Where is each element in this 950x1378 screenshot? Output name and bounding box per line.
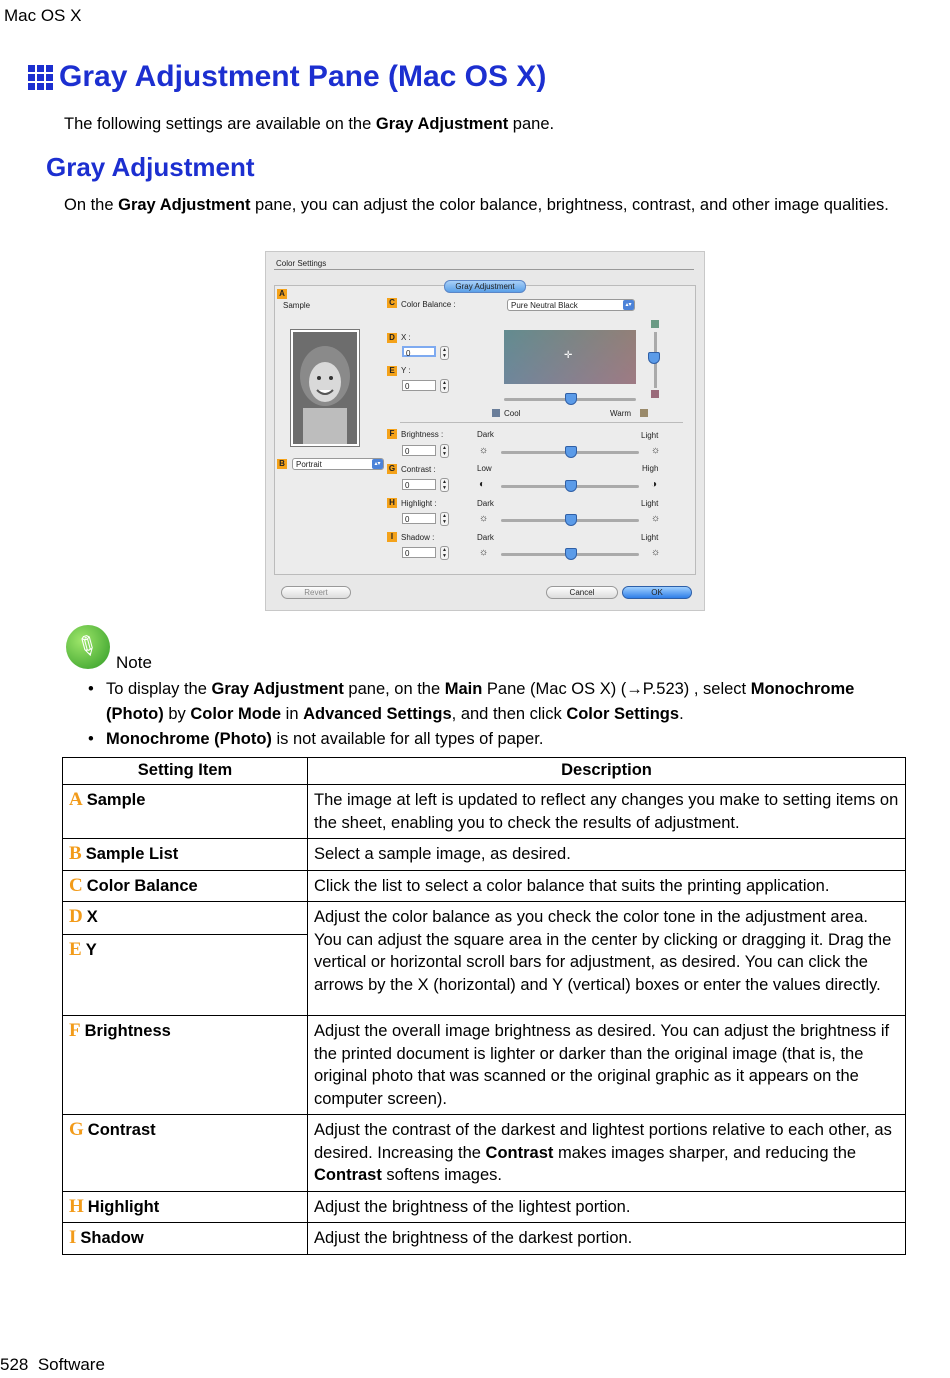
brightness-input[interactable]: 0: [402, 445, 436, 456]
note-bullet-1: [88, 677, 903, 727]
note-bullet-2: [88, 727, 903, 752]
description-cell: Adjust the brightness of the lightest portion.: [308, 1191, 906, 1223]
bullet-text: by: [163, 705, 191, 723]
item-letter: H: [69, 1195, 84, 1217]
y-stepper[interactable]: ▲ ▼: [440, 379, 449, 393]
bullet-bold: Advanced Settings: [303, 705, 452, 723]
description-cell: [308, 1115, 906, 1192]
marker-b: B: [277, 459, 287, 469]
bullet-bold: Gray Adjustment: [211, 680, 344, 698]
marker-f: F: [387, 429, 397, 439]
ok-button[interactable]: OK: [622, 586, 692, 599]
highlight-label: Highlight :: [401, 499, 437, 508]
contrast-high-label: High: [642, 464, 659, 473]
sample-list-value: Portrait: [296, 460, 322, 469]
item-name: Sample List: [85, 845, 179, 863]
light-sun-icon: ☼: [651, 445, 661, 456]
green-swatch: [651, 320, 659, 328]
marker-e: E: [387, 366, 397, 376]
table-header-description: Description: [308, 758, 906, 785]
note-pencil-icon: ✎: [66, 625, 110, 669]
bullet-text: , and then click: [451, 705, 567, 723]
setting-item-cell: [63, 902, 308, 935]
section-grid-icon: [28, 65, 53, 90]
sample-photo-icon: [293, 332, 357, 444]
color-balance-label: Color Balance :: [401, 300, 456, 309]
setting-item-cell: [63, 785, 308, 839]
item-letter: F: [69, 1020, 81, 1041]
item-letter: I: [69, 1227, 77, 1248]
cool-swatch: [492, 409, 500, 417]
dark-sun-icon: ☼: [479, 445, 489, 456]
color-balance-select[interactable]: [507, 299, 635, 311]
brightness-stepper[interactable]: ▲ ▼: [440, 444, 449, 458]
select-arrows-icon: ▴▾: [372, 459, 383, 469]
color-adjustment-area[interactable]: [504, 330, 636, 384]
item-name: Contrast: [87, 1121, 156, 1139]
contrast-slider-thumb[interactable]: [565, 480, 577, 492]
setting-item-cell: [63, 839, 308, 871]
highlight-input[interactable]: 0: [402, 513, 436, 524]
page-title-text: Gray Adjustment Pane (Mac OS X): [59, 60, 547, 93]
bullet-text: .: [679, 705, 684, 723]
item-name: Brightness: [84, 1022, 171, 1040]
setting-item-cell: [63, 1016, 308, 1115]
cancel-button[interactable]: Cancel: [546, 586, 618, 599]
color-balance-value: Pure Neutral Black: [511, 301, 578, 310]
item-name: Sample: [86, 791, 146, 809]
warm-swatch: [640, 409, 648, 417]
table-row: [63, 1115, 906, 1192]
marker-a: A: [277, 289, 287, 299]
bullet-text: To display the: [106, 680, 212, 698]
page-number: 528: [0, 1355, 29, 1374]
intro-post: pane.: [508, 115, 555, 133]
item-letter: B: [69, 843, 82, 864]
item-letter: D: [69, 906, 83, 927]
desc-bold: Contrast: [314, 1166, 382, 1184]
dialog-title: Color Settings: [276, 259, 327, 268]
setting-item-cell: [63, 1115, 308, 1192]
magenta-swatch: [651, 390, 659, 398]
low-contrast-icon: ◐: [479, 479, 486, 490]
intro-text: [64, 115, 554, 134]
item-name: Color Balance: [86, 876, 198, 895]
dark-sun-icon: ☼: [479, 513, 489, 524]
settings-table: [62, 757, 906, 1255]
highlight-light-label: Light: [641, 499, 659, 508]
brightness-light-label: Light: [641, 431, 659, 440]
bullet-text: Pane (Mac OS X) (→P.523) , select: [482, 680, 751, 698]
page-footer: [0, 1355, 105, 1375]
table-row: [63, 839, 906, 871]
light-sun-icon: ☼: [651, 513, 661, 524]
x-input[interactable]: 0: [402, 346, 436, 357]
table-row: [63, 1191, 906, 1223]
table-header-setting-item: Setting Item: [63, 758, 308, 785]
desc-bold: Contrast: [485, 1143, 554, 1162]
desc-text: makes images sharper, and reducing the: [553, 1143, 857, 1162]
para-bold: Gray Adjustment: [118, 196, 251, 214]
shadow-input[interactable]: 0: [402, 547, 436, 558]
para-pre: On the: [64, 196, 119, 214]
item-name: Y: [85, 941, 97, 959]
shadow-stepper[interactable]: ▲ ▼: [440, 546, 449, 560]
highlight-stepper[interactable]: ▲ ▼: [440, 512, 449, 526]
highlight-dark-label: Dark: [477, 499, 494, 508]
contrast-stepper[interactable]: ▲ ▼: [440, 478, 449, 492]
note-bullets: [88, 677, 903, 752]
sample-label: Sample: [283, 301, 311, 310]
crosshair-icon: ✛: [564, 350, 573, 361]
description-cell: The image at left is updated to reflect any changes you make to setting items on the sheet, enabling you to check the results of adjustment.: [308, 785, 906, 839]
item-name: Shadow: [80, 1229, 144, 1247]
brightness-label: Brightness :: [401, 430, 444, 439]
item-letter: E: [69, 939, 82, 960]
section-heading: Gray Adjustment: [46, 152, 255, 182]
table-row: [63, 1016, 906, 1115]
bullet-bold: Monochrome (Photo): [106, 680, 855, 723]
item-name: Highlight: [87, 1197, 160, 1216]
item-letter: G: [69, 1119, 84, 1140]
table-row: [63, 870, 906, 902]
shadow-label: Shadow :: [401, 533, 435, 542]
shadow-slider-thumb[interactable]: [565, 548, 577, 560]
desc-text: softens images.: [381, 1166, 502, 1184]
contrast-label: Contrast :: [401, 465, 436, 474]
color-settings-dialog: [265, 251, 705, 611]
para-post: pane, you can adjust the color balance, brightness, contrast, and other image qualities.: [250, 196, 889, 214]
marker-c: C: [387, 298, 397, 308]
description-cell: Adjust the overall image brightness as desired. You can adjust the brightness if the printed document is lighter or darker than the original image (that is, the original photo that was scanned or the original graphic as it appears on the computer screen).: [308, 1016, 906, 1115]
bullet-bold: Monochrome (Photo): [106, 730, 272, 748]
contrast-input[interactable]: 0: [402, 479, 436, 490]
bullet-bold: Color Mode: [190, 705, 282, 723]
bullet-text: pane, on the: [343, 680, 445, 698]
bullet-text: is not available for all types of paper.: [271, 730, 544, 748]
intro-pre: The following settings are available on the: [64, 115, 376, 133]
cool-label: Cool: [504, 409, 521, 418]
description-cell: Adjust the brightness of the darkest portion.: [308, 1223, 906, 1255]
description-cell: Click the list to select a color balance that suits the printing application.: [308, 870, 906, 902]
x-stepper[interactable]: ▲ ▼: [440, 346, 449, 360]
bullet-text: in: [281, 705, 304, 723]
intro-bold: Gray Adjustment: [375, 115, 509, 133]
setting-item-cell: [63, 935, 308, 1016]
sample-list-select[interactable]: [292, 458, 384, 470]
footer-section: Software: [37, 1355, 105, 1374]
dialog-title-divider: [274, 269, 694, 270]
setting-item-cell: [63, 1223, 308, 1255]
description-cell: Adjust the color balance as you check the color tone in the adjustment area. You can adjust the square area in the center by clicking or dragging it. Drag the vertical or horizontal scroll bars for adjustment, as desired. You can click the arrows by the X (horizontal) and Y (vertical) boxes or enter the values directly.: [308, 902, 906, 1016]
marker-i: I: [387, 532, 397, 542]
tab-gray-adjustment[interactable]: Gray Adjustment: [444, 280, 526, 293]
highlight-slider-thumb[interactable]: [565, 514, 577, 526]
note-label: Note: [116, 653, 152, 672]
contrast-low-label: Low: [477, 464, 492, 473]
marker-d: D: [387, 333, 397, 343]
header-os-label: Mac OS X: [4, 6, 82, 25]
sample-image-frame: [290, 329, 360, 447]
dialog-section-divider: [400, 422, 683, 423]
brightness-slider-thumb[interactable]: [565, 446, 577, 458]
select-arrows-icon: ▴▾: [623, 300, 634, 310]
description-cell: Select a sample image, as desired.: [308, 839, 906, 871]
dark-sun-icon: ☼: [479, 547, 489, 558]
brightness-dark-label: Dark: [477, 430, 494, 439]
table-header-row: [63, 758, 906, 785]
item-letter: C: [69, 874, 83, 896]
x-label: X :: [401, 333, 411, 342]
marker-g: G: [388, 464, 396, 473]
marker-h: H: [387, 498, 397, 508]
setting-item-cell: [63, 1191, 308, 1223]
high-contrast-icon: ◑: [651, 479, 658, 490]
shadow-light-label: Light: [641, 533, 659, 542]
setting-item-cell: [63, 870, 308, 902]
table-row: [63, 785, 906, 839]
bullet-bold: Color Settings: [566, 705, 680, 723]
section-paragraph: [64, 193, 904, 217]
shadow-dark-label: Dark: [477, 533, 494, 542]
y-input[interactable]: 0: [402, 380, 436, 391]
y-label: Y :: [401, 366, 411, 375]
item-letter: A: [69, 789, 83, 810]
desc-text: Adjust the contrast of the darkest and lightest portions relative to each other, as desired. Increasing the: [314, 1121, 892, 1162]
item-name: X: [86, 908, 98, 926]
bullet-bold: Main: [444, 680, 483, 698]
table-row: [63, 1223, 906, 1255]
vertical-balance-thumb[interactable]: [648, 352, 660, 364]
table-row: [63, 902, 906, 935]
warm-label: Warm: [610, 409, 632, 418]
light-sun-icon: ☼: [651, 547, 661, 558]
page-title: [28, 60, 546, 94]
revert-button[interactable]: Revert: [281, 586, 351, 599]
horizontal-balance-thumb[interactable]: [565, 393, 577, 405]
